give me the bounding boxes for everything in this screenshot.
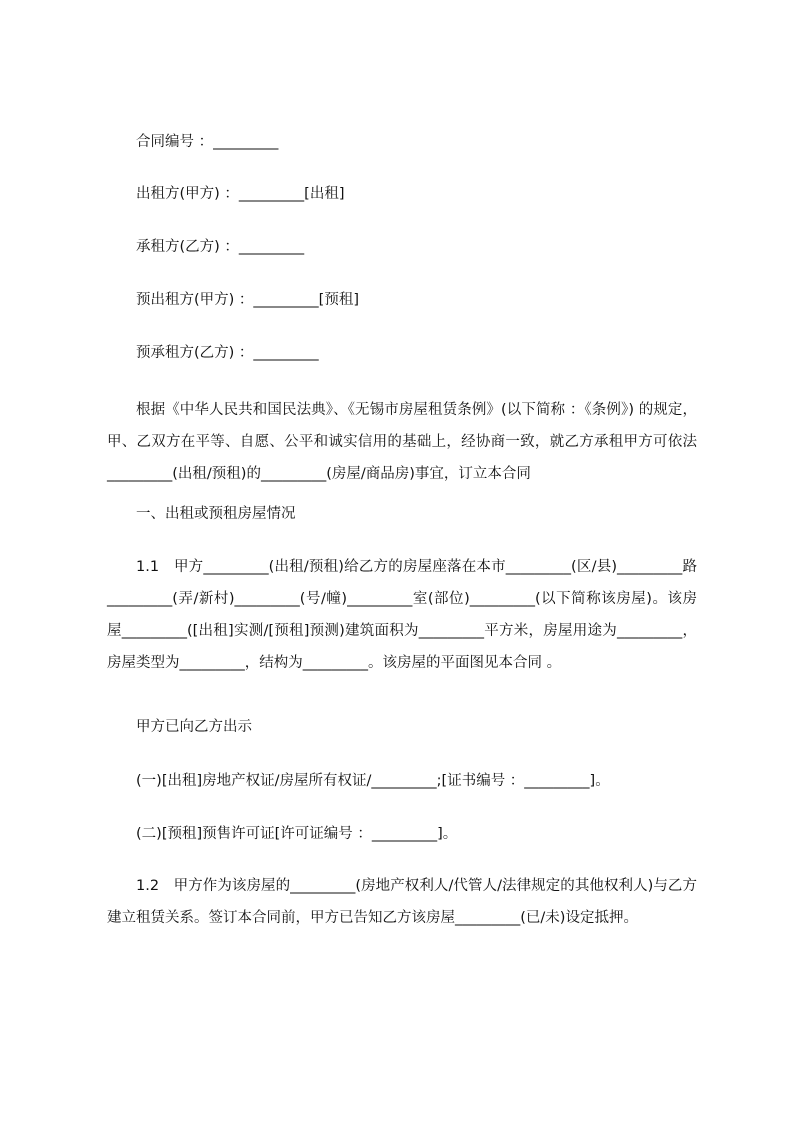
clause-1-1: 1.1 甲方_________(出租/预租)给乙方的房屋座落在本市_________(区/县)_________路_________(弄/新村)_________(号/幢)_________室(部位)_________(以下简称该房屋)。该房屋_________([出租]实测/[预租]预测)建筑面积为_________平方米，房屋用途为_________，房屋类型为_________，结构为_________。该房屋的平面图见本合同 。 [107, 559, 697, 671]
certificate-item-2: (二)[预租]预售许可证[许可证编号 ：_________]。 [136, 826, 458, 842]
preamble-paragraph: 根据《中华人民共和国民法典》、《无锡市房屋租赁条例》(以下简称 ：《条例》) 的规定，甲、乙双方在平等、自愿、公平和诚实信用的基础上，经协商一致，就乙方承租甲方可依法_________(出租/预租)的_________(房屋/商品房)事宜，订立本合同 [107, 402, 697, 482]
pre-lessee-line: 预承租方(乙方) ：_________ [136, 345, 319, 361]
contract-number-line: 合同编号 ：_________ [136, 134, 279, 150]
clause-1-2: 1.2 甲方作为该房屋的_________(房地产权利人/代管人/法律规定的其他权利人)与乙方建立租赁关系。签订本合同前，甲方已告知乙方该房屋_________(已/未)设定抵押。 [107, 878, 697, 926]
certificate-item-1: (一)[出租]房地产权证/房屋所有权证/_________;[证书编号 ：_________]。 [136, 773, 610, 789]
pre-lessor-line: 预出租方(甲方) ：_________[预租] [136, 292, 359, 308]
lessee-line: 承租方(乙方) ：_________ [136, 239, 305, 255]
shown-line: 甲方已向乙方出示 [136, 719, 252, 735]
lessor-line: 出租方(甲方) ：_________[出租] [136, 186, 345, 202]
section-heading: 一、出租或预租房屋情况 [136, 506, 296, 522]
